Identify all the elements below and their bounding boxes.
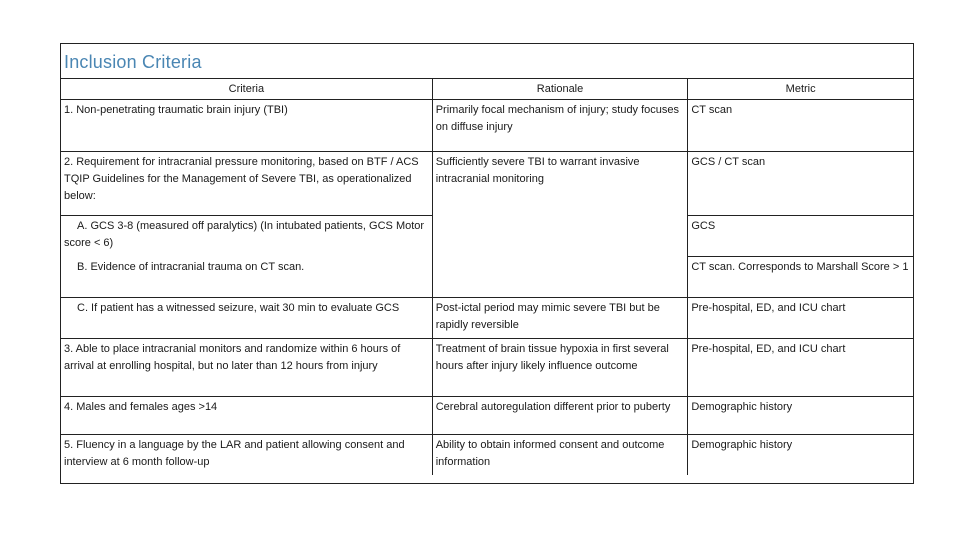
table-row [61, 339, 913, 397]
table-row [61, 298, 913, 339]
rationale-cell: Cerebral autoregulation different prior to puberty [432, 397, 688, 435]
metric-cell: Demographic history [688, 397, 913, 435]
metric-cell: CT scan [688, 100, 913, 152]
metric-cell: GCS [688, 216, 913, 257]
criteria-cell: B. Evidence of intracranial trauma on CT scan. [77, 260, 305, 273]
header-criteria: Criteria [228, 83, 265, 95]
metric-cell: Demographic history [688, 435, 913, 475]
metric-cell: Pre-hospital, ED, and ICU chart [688, 339, 913, 397]
table-row [61, 100, 913, 152]
table-row [61, 397, 913, 435]
header-rationale: Rationale [432, 79, 688, 100]
rationale-cell: Sufficiently severe TBI to warrant invasive intracranial monitoring [432, 152, 688, 298]
criteria-cell: 2. Requirement for intracranial pressure monitoring, based on BTF / ACS TQIP Guidelines for the Management of Severe TBI, as operationalized below: [64, 156, 419, 202]
rationale-cell: Ability to obtain informed consent and outcome information [432, 435, 688, 475]
page-title: Inclusion Criteria [64, 52, 202, 72]
table-row [61, 435, 913, 475]
criteria-table [61, 78, 913, 475]
rationale-cell: Treatment of brain tissue hypoxia in first several hours after injury likely influence outcome [432, 339, 688, 397]
criteria-cell: 3. Able to place intracranial monitors and randomize within 6 hours of arrival at enrolling hospital, but no later than 12 hours from injury [64, 343, 401, 372]
rationale-cell: Primarily focal mechanism of injury; study focuses on diffuse injury [432, 100, 688, 152]
inclusion-criteria-frame [60, 43, 914, 484]
rationale-cell: Post-ictal period may mimic severe TBI but be rapidly reversible [432, 298, 688, 339]
metric-cell: CT scan. Corresponds to Marshall Score > 1 [688, 257, 913, 298]
metric-cell: GCS / CT scan [688, 152, 913, 216]
criteria-cell: C. If patient has a witnessed seizure, wait 30 min to evaluate GCS [77, 302, 400, 314]
criteria-cell: A. GCS 3-8 (measured off paralytics) (In intubated patients, GCS Motor score < 6) [64, 220, 425, 249]
criteria-cell: 4. Males and females ages >14 [64, 401, 218, 413]
header-metric: Metric [688, 79, 913, 100]
criteria-cell: 5. Fluency in a language by the LAR and patient allowing consent and interview at 6 month follow-up [64, 439, 405, 468]
table-row [61, 152, 913, 216]
table-header-row [61, 79, 913, 100]
criteria-cell: 1. Non-penetrating traumatic brain injury (TBI) [64, 104, 288, 116]
metric-cell: Pre-hospital, ED, and ICU chart [688, 298, 913, 339]
